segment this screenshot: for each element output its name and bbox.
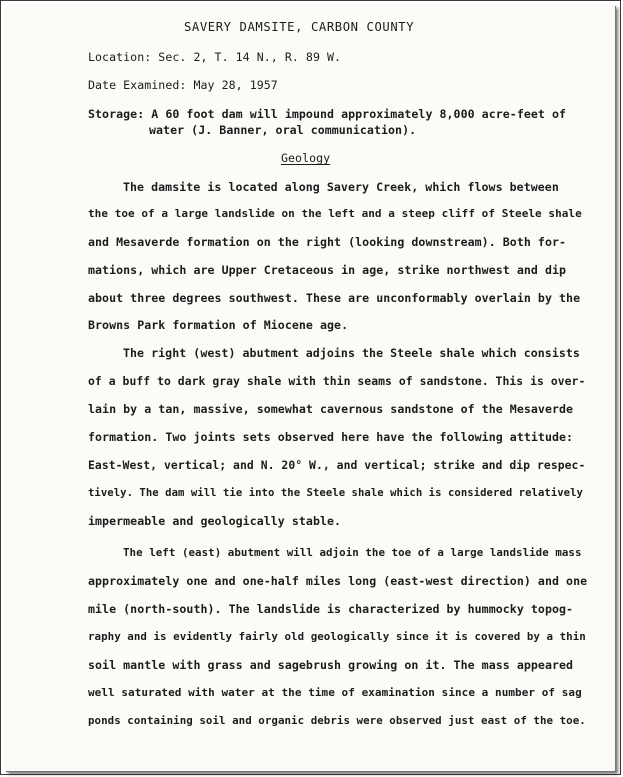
paragraph-line: The damsite is located along Savery Creek, which flows between <box>123 180 559 194</box>
paragraph-line: raphy and is evidently fairly old geologically since it is covered by a thin <box>88 630 586 643</box>
scanned-page <box>6 6 616 772</box>
paragraph-line: impermeable and geologically stable. <box>88 514 342 528</box>
paragraph-line: tively. The dam will tie into the Steele shale which is considered relatively <box>88 487 583 499</box>
paragraph-line: The right (west) abutment adjoins the Steele shale which consists <box>123 346 580 360</box>
paragraph-line: ponds containing soil and organic debris were observed just east of the toe. <box>88 714 586 727</box>
paragraph-line: lain by a tan, massive, somewhat cavernous sandstone of the Mesaverde <box>88 402 574 416</box>
document-title: SAVERY DAMSITE, CARBON COUNTY <box>184 20 415 34</box>
paragraph-line: approximately one and one-half miles long (east-west direction) and one <box>88 574 588 588</box>
paragraph-line: soil mantle with grass and sagebrush growing on it. The mass appeared <box>88 658 574 672</box>
paragraph-line: Browns Park formation of Miocene age. <box>88 318 349 332</box>
date-examined-line: Date Examined: May 28, 1957 <box>88 78 278 92</box>
paragraph-line: mile (north-south). The landslide is characterized by hummocky topog- <box>88 602 574 616</box>
paragraph-line: the toe of a large landslide on the left and a steep cliff of Steele shale <box>88 207 582 220</box>
paragraph-line: formation. Two joints sets observed here have the following attitude: <box>88 430 574 444</box>
storage-line: Storage: A 60 foot dam will impound approximately 8,000 acre-feet of <box>88 107 567 121</box>
section-heading: Geology <box>281 151 331 165</box>
paragraph-line: well saturated with water at the time of examination since a number of sag <box>88 686 582 699</box>
paragraph-line: of a buff to dark gray shale with thin seams of sandstone. This is over- <box>88 374 586 388</box>
paragraph-line: about three degrees southwest. These are unconformably overlain by the <box>88 291 581 305</box>
paragraph-line: The left (east) abutment will adjoin the toe of a large landslide mass <box>123 546 582 559</box>
paragraph-line: East-West, vertical; and N. 20° W., and vertical; strike and dip respec- <box>88 458 586 472</box>
paragraph-line: mations, which are Upper Cretaceous in age, strike northwest and dip <box>88 263 567 277</box>
location-line: Location: Sec. 2, T. 14 N., R. 89 W. <box>88 50 342 64</box>
paragraph-line: and Mesaverde formation on the right (looking downstream). Both for- <box>88 235 567 249</box>
storage-line: water (J. Banner, oral communication). <box>149 123 417 137</box>
